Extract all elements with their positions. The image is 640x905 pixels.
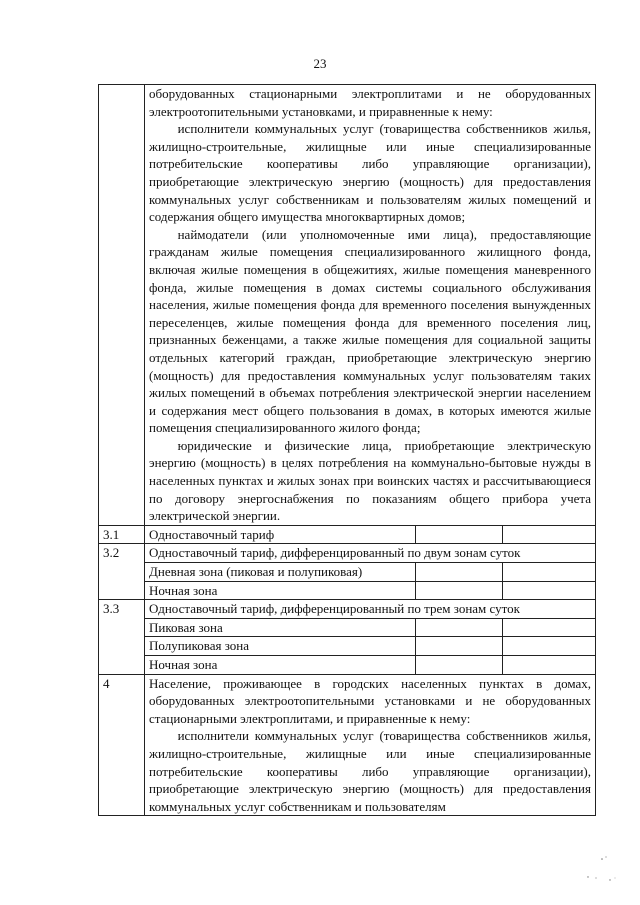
table-row-continuation	[99, 85, 596, 526]
value-cell	[416, 525, 503, 544]
row-number: 4	[99, 674, 145, 816]
table-row-zone	[99, 581, 596, 600]
paragraph: оборудованных стационарными электроплитами и не оборудованных электроотопительными установками, и приравненные к нему:	[149, 86, 591, 119]
value-cell	[416, 656, 503, 675]
table-row-zone	[99, 637, 596, 656]
zone-label: Дневная зона (пиковая и полупиковая)	[145, 563, 416, 582]
zone-label: Ночная зона	[145, 581, 416, 600]
value-cell	[503, 563, 596, 582]
table-row-4	[99, 674, 596, 816]
row-description-cell	[145, 674, 596, 816]
row-label: Одноставочный тариф, дифференцированный по двум зонам суток	[145, 544, 596, 563]
zone-label: Ночная зона	[145, 656, 416, 675]
paragraph: юридические и физические лица, приобретающие электрическую энергию (мощность) в целях потребления на коммунально-бытовые нужды в населенных пунктах и жилых зонах при воинских частях и рассчитывающиеся по договору энергоснабжения по показаниям общего прибора учета электрической энергии.	[149, 437, 591, 524]
row-number: 3.3	[99, 600, 145, 674]
row-label: Одноставочный тариф, дифференцированный по трем зонам суток	[145, 600, 596, 619]
value-cell	[416, 618, 503, 637]
paragraph: Население, проживающее в городских населенных пунктах в домах, оборудованных электроотопительными установками и не оборудованных стационарными электроплитами, и приравненные к нему:	[149, 675, 591, 726]
value-cell	[416, 581, 503, 600]
table-row-3-1	[99, 525, 596, 544]
row-description-cell	[145, 85, 596, 526]
row-number: 3.2	[99, 544, 145, 600]
tariff-table	[98, 84, 596, 816]
paragraph: наймодатели (или уполномоченные ими лица), предоставляющие гражданам жилые помещения специализированного жилищного фонда, включая жилые помещения в общежитиях, жилые помещения маневренного фонда, жилые помещения в домах системы социального обслуживания населения, жилые помещения фонда для временного поселения вынужденных переселенцев, жилые помещения фонда для временного поселения лиц, признанных беженцами, а также жилые помещения для социальной защиты отдельных категорий граждан, приобретающие электрическую энергию (мощность) для предоставления коммунальных услуг пользователям таких жилых помещений в объемах потребления электрической энергии населением и содержания мест общего пользования в домах, в которых имеются жилые помещения специализированного жилого фонда;	[149, 226, 591, 436]
table-row-zone	[99, 618, 596, 637]
paragraph: исполнители коммунальных услуг (товарищества собственников жилья, жилищно-строительные, жилищные или иные специализированные потребительские кооперативы либо управляющие организации), приобретающие электрическую энергию (мощность) для предоставления коммунальных услуг собственникам и пользователям	[149, 728, 591, 814]
table-row-3-3	[99, 600, 596, 619]
value-cell	[503, 656, 596, 675]
paragraph: исполнители коммунальных услуг (товарищества собственников жилья, жилищно-строительные, жилищные или иные специализированные потребительские кооперативы либо управляющие организации), приобретающие электрическую энергию (мощность) для предоставления коммунальных услуг собственникам и пользователям жилых помещений и содержания общего имущества многоквартирных домов;	[149, 121, 591, 225]
value-cell	[503, 618, 596, 637]
value-cell	[416, 637, 503, 656]
scan-noise-marks	[582, 851, 622, 891]
table-row-zone	[99, 656, 596, 675]
row-label: Одноставочный тариф	[145, 525, 416, 544]
value-cell	[503, 525, 596, 544]
zone-label: Полупиковая зона	[145, 637, 416, 656]
value-cell	[416, 563, 503, 582]
value-cell	[503, 637, 596, 656]
row-number-cell	[99, 85, 145, 526]
table-row-zone	[99, 563, 596, 582]
value-cell	[503, 581, 596, 600]
zone-label: Пиковая зона	[145, 618, 416, 637]
row-number: 3.1	[99, 525, 145, 544]
table-row-3-2	[99, 544, 596, 563]
page-number: 23	[313, 56, 327, 71]
